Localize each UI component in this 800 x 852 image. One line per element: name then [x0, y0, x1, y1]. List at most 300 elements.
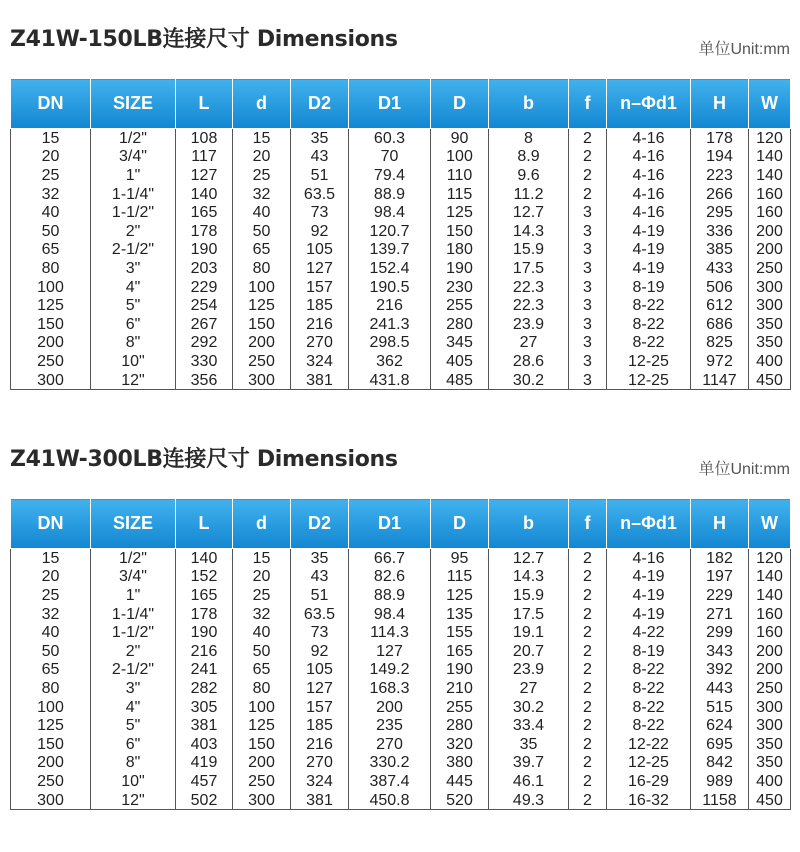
- section-title: Z41W-150LB连接尺寸 Dimensions: [10, 27, 398, 52]
- table-cell: 324: [291, 772, 349, 791]
- table-cell: 433: [691, 259, 749, 278]
- table-cell: 1-1/4": [91, 185, 176, 204]
- table-cell: 140: [749, 586, 791, 605]
- table-cell: 127: [291, 679, 349, 698]
- table-cell: 185: [291, 716, 349, 735]
- table-cell: 15.9: [489, 241, 569, 260]
- table-cell: 20.7: [489, 642, 569, 661]
- table-cell: 2: [569, 185, 607, 204]
- table-cell: 43: [291, 568, 349, 587]
- table-cell: 8-22: [607, 661, 691, 680]
- table-row: [11, 259, 791, 278]
- table-cell: 4-16: [607, 549, 691, 568]
- table-cell: 82.6: [349, 568, 431, 587]
- column-header: DN: [11, 499, 91, 549]
- column-header: H: [691, 79, 749, 129]
- table-cell: 150: [11, 735, 91, 754]
- table-cell: 150: [233, 315, 291, 334]
- table-cell: 39.7: [489, 754, 569, 773]
- table-cell: 266: [691, 185, 749, 204]
- table-cell: 3: [569, 203, 607, 222]
- table-cell: 4-16: [607, 148, 691, 167]
- table-cell: 168.3: [349, 679, 431, 698]
- table-row: [11, 334, 791, 353]
- table-row: [11, 352, 791, 371]
- table-cell: 17.5: [489, 605, 569, 624]
- table-cell: 80: [233, 679, 291, 698]
- table-cell: 2-1/2": [91, 241, 176, 260]
- table-cell: 117: [176, 148, 233, 167]
- table-row: [11, 772, 791, 791]
- table-cell: 4": [91, 698, 176, 717]
- table-cell: 16-29: [607, 772, 691, 791]
- table-cell: 250: [749, 679, 791, 698]
- table-cell: 120.7: [349, 222, 431, 241]
- table-cell: 624: [691, 716, 749, 735]
- table-cell: 1": [91, 166, 176, 185]
- table-cell: 100: [233, 698, 291, 717]
- table-cell: 35: [291, 129, 349, 148]
- table-cell: 46.1: [489, 772, 569, 791]
- table-cell: 8-22: [607, 679, 691, 698]
- table-cell: 4-19: [607, 222, 691, 241]
- table-cell: 216: [176, 642, 233, 661]
- table-cell: 299: [691, 623, 749, 642]
- table-cell: 2: [569, 586, 607, 605]
- table-cell: 612: [691, 296, 749, 315]
- table-cell: 381: [291, 791, 349, 810]
- table-cell: 65: [233, 241, 291, 260]
- table-cell: 345: [431, 334, 489, 353]
- table-cell: 140: [749, 148, 791, 167]
- table-cell: 1": [91, 586, 176, 605]
- table-cell: 300: [749, 698, 791, 717]
- table-cell: 8-22: [607, 315, 691, 334]
- table-row: [11, 203, 791, 222]
- table-cell: 20: [11, 568, 91, 587]
- table-cell: 6": [91, 735, 176, 754]
- table-cell: 362: [349, 352, 431, 371]
- column-header: D: [431, 79, 489, 129]
- table-cell: 350: [749, 334, 791, 353]
- table-cell: 210: [431, 679, 489, 698]
- table-cell: 419: [176, 754, 233, 773]
- table-cell: 400: [749, 352, 791, 371]
- table-cell: 90: [431, 129, 489, 148]
- table-cell: 25: [233, 586, 291, 605]
- table-cell: 2: [569, 735, 607, 754]
- table-cell: 330: [176, 352, 233, 371]
- table-cell: 270: [349, 735, 431, 754]
- table-cell: 108: [176, 129, 233, 148]
- table-cell: 4-22: [607, 623, 691, 642]
- table-cell: 105: [291, 661, 349, 680]
- table-cell: 60.3: [349, 129, 431, 148]
- table-cell: 149.2: [349, 661, 431, 680]
- table-cell: 98.4: [349, 605, 431, 624]
- table-cell: 32: [11, 605, 91, 624]
- table-cell: 152: [176, 568, 233, 587]
- table-cell: 11.2: [489, 185, 569, 204]
- column-header: L: [176, 79, 233, 129]
- table-cell: 35: [489, 735, 569, 754]
- table-cell: 190.5: [349, 278, 431, 297]
- table-cell: 255: [431, 698, 489, 717]
- table-cell: 271: [691, 605, 749, 624]
- table-cell: 95: [431, 549, 489, 568]
- table-cell: 125: [233, 716, 291, 735]
- table-cell: 230: [431, 278, 489, 297]
- dimensions-table-300lb: [10, 498, 791, 810]
- table-cell: 400: [749, 772, 791, 791]
- table-cell: 150: [233, 735, 291, 754]
- table-cell: 8.9: [489, 148, 569, 167]
- table-cell: 115: [431, 185, 489, 204]
- table-cell: 2": [91, 222, 176, 241]
- table-cell: 190: [176, 241, 233, 260]
- table-cell: 30.2: [489, 698, 569, 717]
- table-cell: 32: [233, 605, 291, 624]
- table-cell: 28.6: [489, 352, 569, 371]
- table-cell: 40: [11, 203, 91, 222]
- table-cell: 70: [349, 148, 431, 167]
- table-cell: 842: [691, 754, 749, 773]
- table-cell: 387.4: [349, 772, 431, 791]
- table-cell: 2: [569, 698, 607, 717]
- table-cell: 12.7: [489, 203, 569, 222]
- table-cell: 200: [11, 334, 91, 353]
- table-cell: 2: [569, 549, 607, 568]
- table-cell: 88.9: [349, 586, 431, 605]
- table-cell: 200: [749, 241, 791, 260]
- table-cell: 79.4: [349, 166, 431, 185]
- table-cell: 203: [176, 259, 233, 278]
- table-cell: 229: [691, 586, 749, 605]
- table-cell: 3: [569, 222, 607, 241]
- table-cell: 343: [691, 642, 749, 661]
- table-cell: 15: [233, 129, 291, 148]
- table-cell: 32: [11, 185, 91, 204]
- table-cell: 4": [91, 278, 176, 297]
- table-cell: 194: [691, 148, 749, 167]
- dimensions-table-150lb: [10, 78, 791, 390]
- table-row: [11, 315, 791, 334]
- table-cell: 12-25: [607, 371, 691, 390]
- table-cell: 300: [749, 278, 791, 297]
- table-cell: 3: [569, 352, 607, 371]
- table-cell: 14.3: [489, 222, 569, 241]
- table-cell: 4-16: [607, 129, 691, 148]
- table-cell: 2": [91, 642, 176, 661]
- table-cell: 33.4: [489, 716, 569, 735]
- table-cell: 2: [569, 568, 607, 587]
- table-cell: 280: [431, 315, 489, 334]
- table-cell: 445: [431, 772, 489, 791]
- unit-label: 单位Unit:mm: [698, 461, 790, 478]
- table-cell: 2: [569, 661, 607, 680]
- table-cell: 4-19: [607, 568, 691, 587]
- table-cell: 160: [749, 605, 791, 624]
- table-cell: 255: [431, 296, 489, 315]
- table-cell: 165: [176, 586, 233, 605]
- table-cell: 120: [749, 129, 791, 148]
- table-cell: 110: [431, 166, 489, 185]
- table-cell: 3: [569, 259, 607, 278]
- table-header-row: [11, 79, 791, 129]
- table-cell: 200: [349, 698, 431, 717]
- table-cell: 2: [569, 148, 607, 167]
- table-cell: 300: [749, 296, 791, 315]
- column-header: W: [749, 499, 791, 549]
- table-cell: 8-22: [607, 698, 691, 717]
- table-cell: 43: [291, 148, 349, 167]
- table-cell: 22.3: [489, 278, 569, 297]
- column-header: D1: [349, 499, 431, 549]
- table-cell: 8-19: [607, 642, 691, 661]
- table-cell: 65: [233, 661, 291, 680]
- table-cell: 120: [749, 549, 791, 568]
- table-cell: 250: [11, 352, 91, 371]
- table-cell: 178: [691, 129, 749, 148]
- table-cell: 50: [233, 642, 291, 661]
- table-cell: 14.3: [489, 568, 569, 587]
- table-cell: 23.9: [489, 315, 569, 334]
- table-cell: 2: [569, 129, 607, 148]
- table-cell: 165: [176, 203, 233, 222]
- column-header: n–Φd1: [607, 79, 691, 129]
- table-cell: 8": [91, 334, 176, 353]
- table-cell: 15: [11, 129, 91, 148]
- table-cell: 32: [233, 185, 291, 204]
- table-cell: 241.3: [349, 315, 431, 334]
- table-cell: 51: [291, 586, 349, 605]
- table-cell: 16-32: [607, 791, 691, 810]
- table-cell: 1/2": [91, 549, 176, 568]
- table-cell: 15.9: [489, 586, 569, 605]
- table-cell: 2: [569, 605, 607, 624]
- table-row: [11, 754, 791, 773]
- table-cell: 30.2: [489, 371, 569, 390]
- table-cell: 3: [569, 334, 607, 353]
- table-row: [11, 735, 791, 754]
- table-cell: 140: [749, 568, 791, 587]
- table-cell: 695: [691, 735, 749, 754]
- table-cell: 2: [569, 772, 607, 791]
- table-cell: 17.5: [489, 259, 569, 278]
- table-cell: 12-25: [607, 754, 691, 773]
- table-cell: 88.9: [349, 185, 431, 204]
- table-cell: 686: [691, 315, 749, 334]
- table-cell: 92: [291, 222, 349, 241]
- table-cell: 40: [11, 623, 91, 642]
- table-cell: 515: [691, 698, 749, 717]
- table-cell: 403: [176, 735, 233, 754]
- table-cell: 2: [569, 716, 607, 735]
- table-cell: 450: [749, 371, 791, 390]
- table-cell: 23.9: [489, 661, 569, 680]
- table-cell: 127: [291, 259, 349, 278]
- table-cell: 5": [91, 296, 176, 315]
- table-cell: 190: [431, 259, 489, 278]
- table-cell: 270: [291, 754, 349, 773]
- column-header: d: [233, 79, 291, 129]
- table-cell: 8-19: [607, 278, 691, 297]
- table-header-row: [11, 499, 791, 549]
- table-cell: 127: [349, 642, 431, 661]
- table-cell: 140: [176, 185, 233, 204]
- table-cell: 350: [749, 315, 791, 334]
- table-cell: 65: [11, 241, 91, 260]
- table-cell: 135: [431, 605, 489, 624]
- table-cell: 250: [233, 352, 291, 371]
- table-cell: 825: [691, 334, 749, 353]
- table-cell: 450: [749, 791, 791, 810]
- table-cell: 431.8: [349, 371, 431, 390]
- table-cell: 300: [233, 371, 291, 390]
- table-cell: 125: [233, 296, 291, 315]
- table-cell: 165: [431, 642, 489, 661]
- column-header: D2: [291, 499, 349, 549]
- table-row: [11, 661, 791, 680]
- table-cell: 2-1/2": [91, 661, 176, 680]
- table-cell: 19.1: [489, 623, 569, 642]
- column-header: n–Φd1: [607, 499, 691, 549]
- table-cell: 250: [749, 259, 791, 278]
- table-row: [11, 296, 791, 315]
- table-cell: 51: [291, 166, 349, 185]
- column-header: D1: [349, 79, 431, 129]
- table-cell: 200: [749, 661, 791, 680]
- table-cell: 25: [11, 166, 91, 185]
- table-cell: 115: [431, 568, 489, 587]
- table-cell: 250: [233, 772, 291, 791]
- column-header: W: [749, 79, 791, 129]
- table-cell: 35: [291, 549, 349, 568]
- table-cell: 100: [233, 278, 291, 297]
- table-cell: 10": [91, 352, 176, 371]
- section-title: Z41W-300LB连接尺寸 Dimensions: [10, 447, 398, 472]
- table-cell: 160: [749, 185, 791, 204]
- table-cell: 305: [176, 698, 233, 717]
- table-cell: 6": [91, 315, 176, 334]
- table-cell: 12": [91, 791, 176, 810]
- table-cell: 392: [691, 661, 749, 680]
- table-cell: 282: [176, 679, 233, 698]
- table-cell: 2: [569, 642, 607, 661]
- table-cell: 49.3: [489, 791, 569, 810]
- column-header: b: [489, 499, 569, 549]
- table-cell: 12-22: [607, 735, 691, 754]
- table-row: [11, 568, 791, 587]
- table-row: [11, 371, 791, 390]
- column-header: SIZE: [91, 499, 176, 549]
- table-cell: 140: [176, 549, 233, 568]
- table-cell: 190: [176, 623, 233, 642]
- table-row: [11, 148, 791, 167]
- table-cell: 125: [431, 586, 489, 605]
- table-cell: 15: [233, 549, 291, 568]
- table-cell: 100: [431, 148, 489, 167]
- table-cell: 350: [749, 754, 791, 773]
- table-cell: 20: [11, 148, 91, 167]
- table-cell: 254: [176, 296, 233, 315]
- table-cell: 292: [176, 334, 233, 353]
- table-cell: 4-19: [607, 259, 691, 278]
- table-cell: 63.5: [291, 185, 349, 204]
- table-cell: 25: [11, 586, 91, 605]
- table-cell: 4-16: [607, 185, 691, 204]
- column-header: D: [431, 499, 489, 549]
- table-cell: 4-19: [607, 586, 691, 605]
- table-cell: 300: [233, 791, 291, 810]
- column-header: SIZE: [91, 79, 176, 129]
- table-cell: 25: [233, 166, 291, 185]
- table-cell: 2: [569, 623, 607, 642]
- table-cell: 8-22: [607, 296, 691, 315]
- column-header: f: [569, 79, 607, 129]
- table-row: [11, 166, 791, 185]
- table-cell: 4-16: [607, 203, 691, 222]
- table-cell: 3": [91, 679, 176, 698]
- table-cell: 405: [431, 352, 489, 371]
- table-cell: 1-1/4": [91, 605, 176, 624]
- table-cell: 80: [11, 259, 91, 278]
- table-cell: 1/2": [91, 129, 176, 148]
- table-cell: 157: [291, 278, 349, 297]
- table-cell: 125: [11, 296, 91, 315]
- table-cell: 270: [291, 334, 349, 353]
- table-row: [11, 642, 791, 661]
- table-cell: 3: [569, 371, 607, 390]
- table-cell: 73: [291, 623, 349, 642]
- table-cell: 3": [91, 259, 176, 278]
- table-cell: 381: [291, 371, 349, 390]
- table-cell: 216: [291, 735, 349, 754]
- table-cell: 295: [691, 203, 749, 222]
- table-cell: 330.2: [349, 754, 431, 773]
- table-cell: 972: [691, 352, 749, 371]
- table-cell: 160: [749, 623, 791, 642]
- table-cell: 8: [489, 129, 569, 148]
- table-cell: 3/4": [91, 148, 176, 167]
- table-cell: 155: [431, 623, 489, 642]
- table-cell: 300: [11, 371, 91, 390]
- table-cell: 40: [233, 203, 291, 222]
- table-row: [11, 791, 791, 810]
- table-row: [11, 605, 791, 624]
- table-row: [11, 679, 791, 698]
- column-header: H: [691, 499, 749, 549]
- table-cell: 20: [233, 568, 291, 587]
- table-cell: 2: [569, 679, 607, 698]
- table-cell: 98.4: [349, 203, 431, 222]
- table-cell: 300: [11, 791, 91, 810]
- table-row: [11, 241, 791, 260]
- table-cell: 140: [749, 166, 791, 185]
- table-row: [11, 222, 791, 241]
- table-cell: 229: [176, 278, 233, 297]
- table-cell: 178: [176, 222, 233, 241]
- table-row: [11, 278, 791, 297]
- table-cell: 3: [569, 241, 607, 260]
- table-cell: 180: [431, 241, 489, 260]
- table-cell: 157: [291, 698, 349, 717]
- table-cell: 150: [11, 315, 91, 334]
- table-cell: 443: [691, 679, 749, 698]
- table-cell: 989: [691, 772, 749, 791]
- table-cell: 27: [489, 334, 569, 353]
- table-cell: 320: [431, 735, 489, 754]
